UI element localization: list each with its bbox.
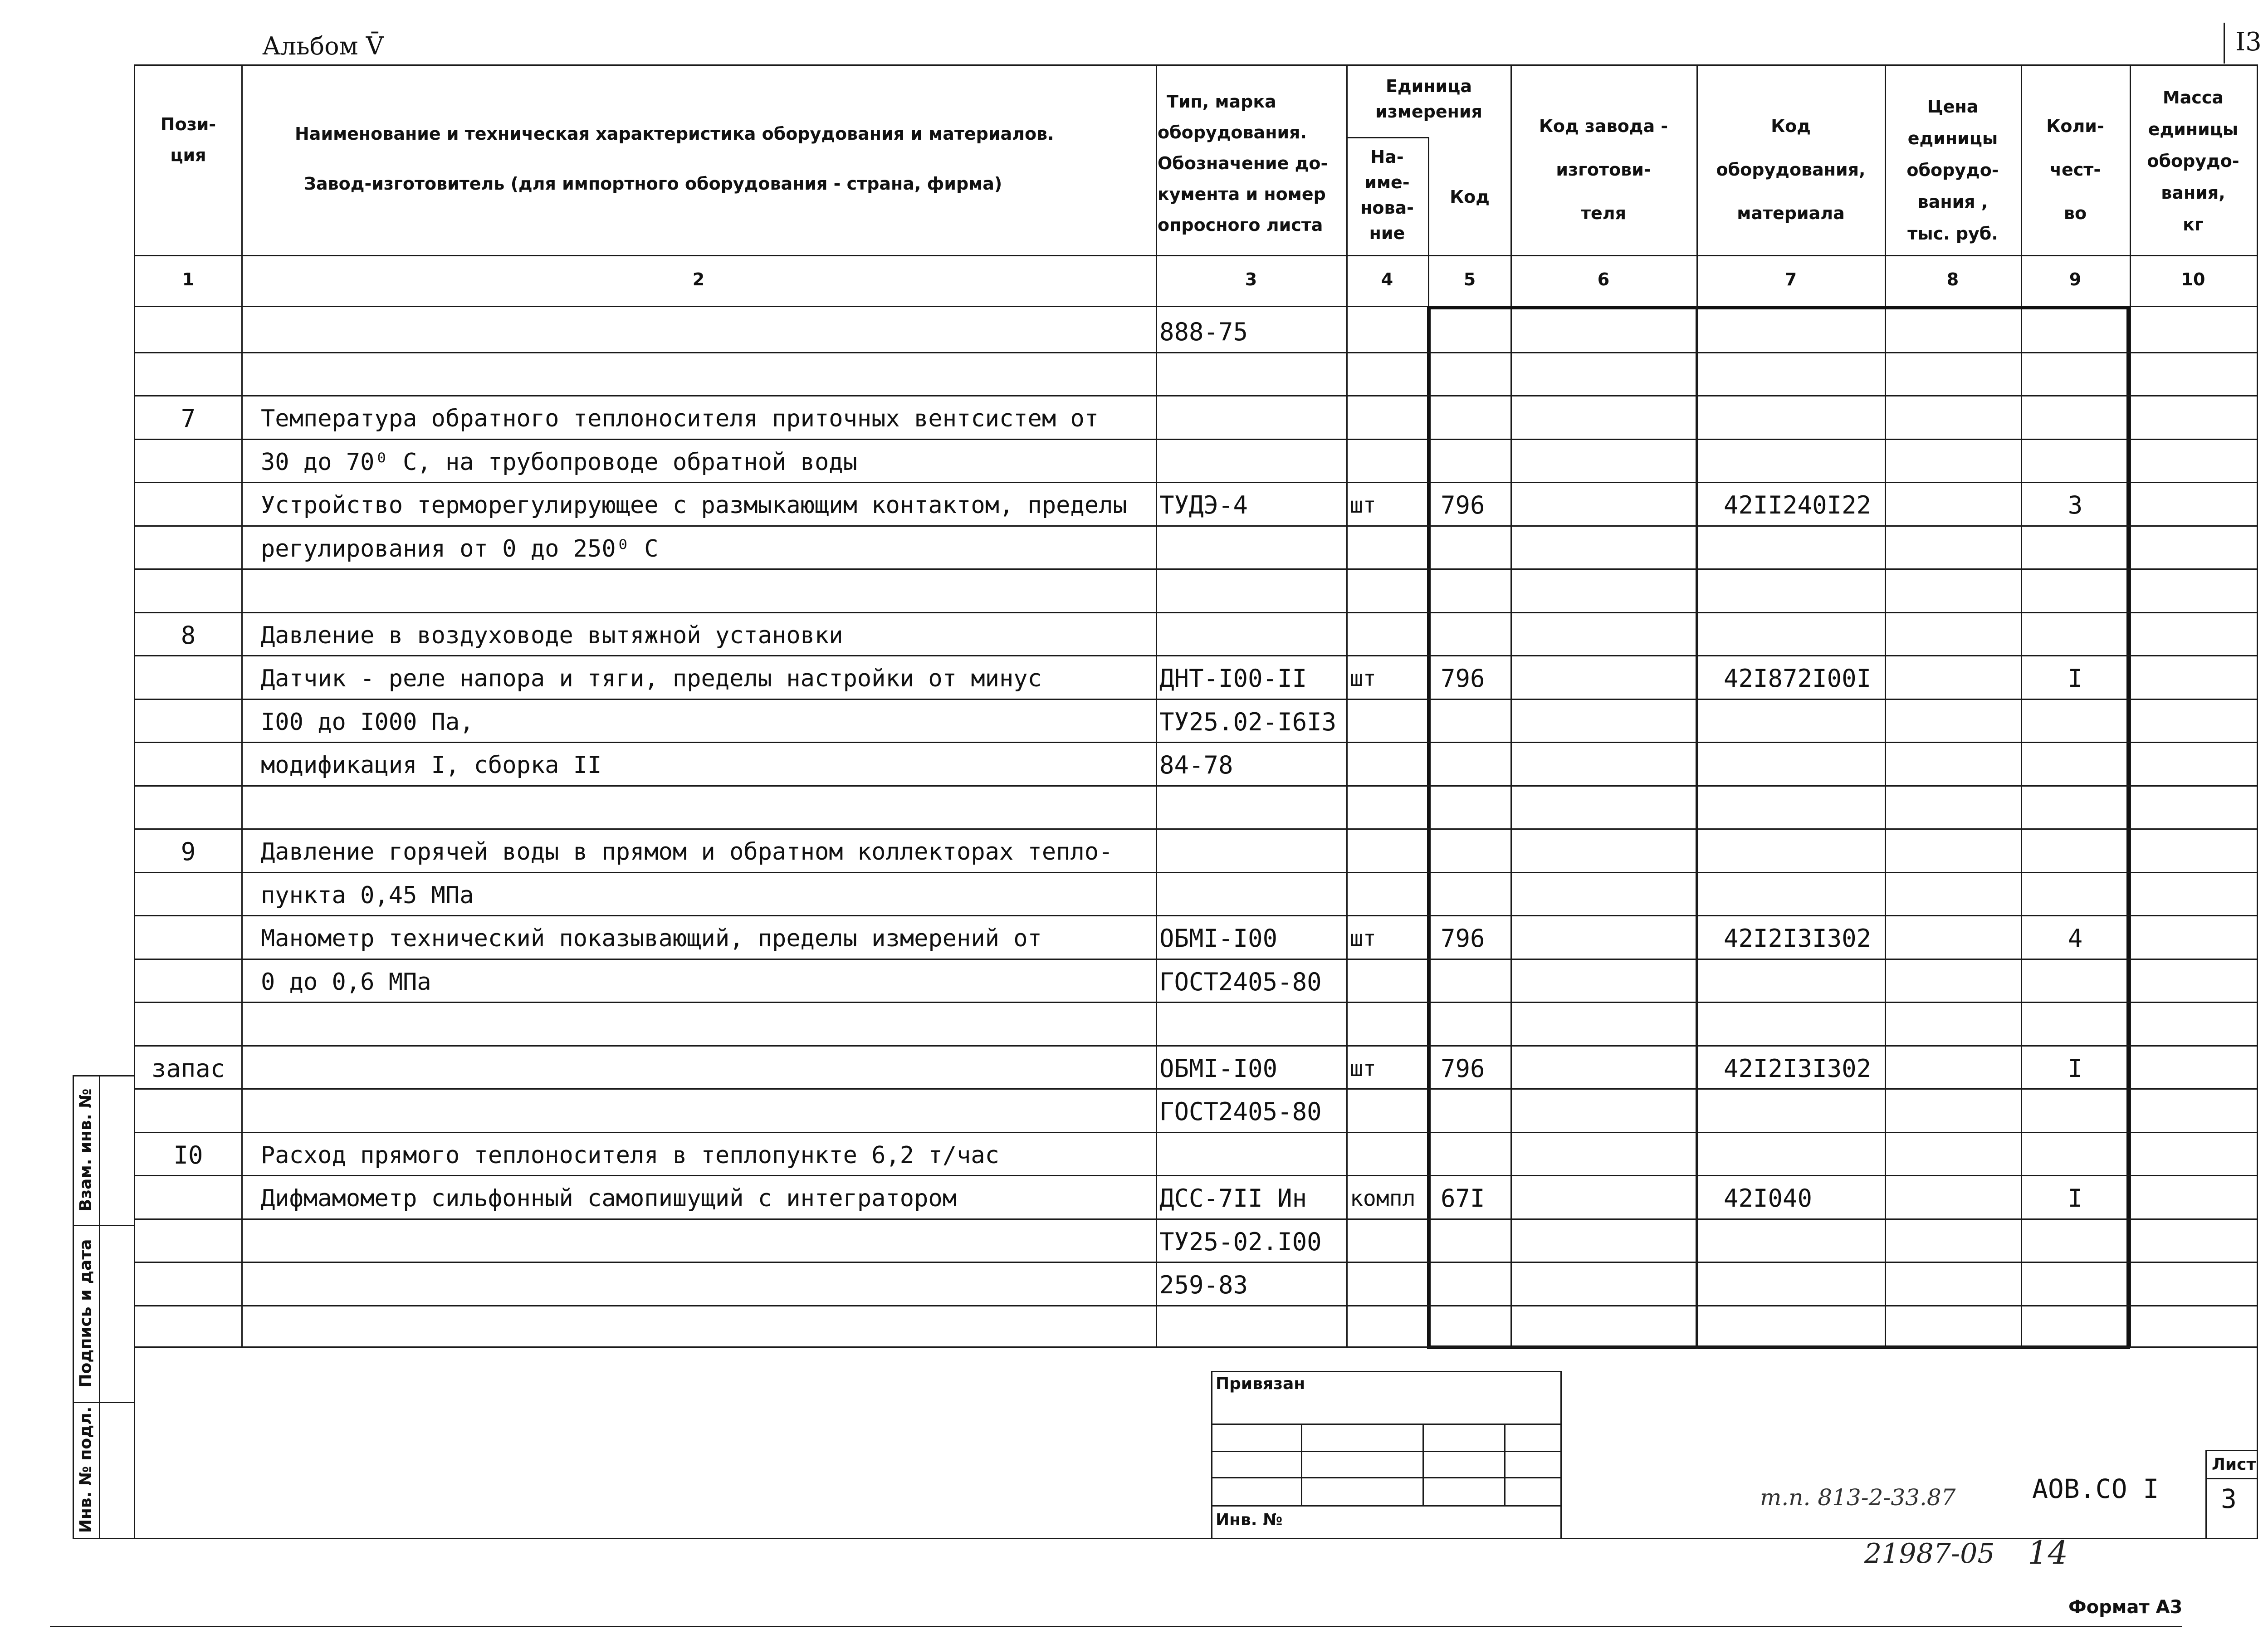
header-type: Тип, марка оборудования. Обозначение до- кумента и номер опросного листа — [1158, 92, 1328, 235]
row-1-type: 888-75 — [1159, 318, 1248, 346]
colnum-7: 7 — [1784, 269, 1797, 289]
row-18-qty: I — [2068, 1054, 2083, 1083]
format-label: Формат А3 — [2068, 1597, 2183, 1618]
row-11-name: модификация I, сборка II — [261, 752, 602, 779]
row-21-unit: компл — [1350, 1186, 1416, 1211]
side-signature-date: Подпись и дата — [76, 1239, 95, 1388]
row-9-code: 796 — [1441, 664, 1485, 693]
page-number: I3 — [2235, 27, 2262, 57]
header-unit: Единица измерения — [1375, 76, 1482, 122]
project-number: т.п. 813-2-33.87 — [1760, 1484, 1956, 1511]
colnum-10: 10 — [2181, 269, 2205, 289]
doc-code: АОВ.СО I — [2032, 1473, 2159, 1504]
row-21-code: 67I — [1441, 1184, 1485, 1213]
row-20-name: Расход прямого теплоносителя в теплопункте 6,2 т/час — [261, 1141, 999, 1169]
colnum-2: 2 — [692, 269, 705, 289]
page-number-divider — [2224, 23, 2225, 64]
row-9-equip: 42I872I00I — [1724, 664, 1872, 693]
header-mass: Масса единицы оборудо- вания, кг — [2147, 88, 2239, 235]
handwritten-number: 21987-05 — [1864, 1538, 1995, 1570]
row-5-type: ТУДЭ-4 — [1159, 491, 1248, 519]
row-10-type: ТУ25.02-I6I3 — [1159, 707, 1337, 736]
row-18-type: ОБМI-I00 — [1159, 1054, 1278, 1083]
row-19-type: ГОСТ2405-80 — [1159, 1097, 1322, 1126]
stamp-inv-no: Инв. № — [1216, 1511, 1283, 1529]
stamp-attached: Привязан — [1216, 1375, 1305, 1393]
row-15-code: 796 — [1441, 924, 1485, 953]
handwritten-page: 14 — [2028, 1534, 2068, 1571]
row-9-name: Датчик - реле напора и тяги, пределы настройки от минус — [261, 665, 1042, 692]
header-unit-code: Код — [1450, 187, 1490, 207]
row-5-name: Устройство терморегулирующее с размыкающим контактом, пределы — [261, 492, 1127, 519]
row-5-equip: 42II240I22 — [1724, 491, 1872, 519]
colnum-8: 8 — [1946, 269, 1959, 289]
row-21-qty: I — [2068, 1184, 2083, 1213]
row-21-equip: 42I040 — [1724, 1184, 1813, 1213]
row-14-name: пункта 0,45 МПа — [261, 881, 474, 909]
colnum-3: 3 — [1245, 269, 1257, 289]
row-13-pos: 9 — [181, 837, 196, 866]
row-3-pos: 7 — [181, 404, 196, 433]
row-8-pos: 8 — [181, 621, 196, 650]
row-10-name: I00 до I000 Па, — [261, 708, 474, 736]
album-label: Альбом V̄ — [262, 32, 384, 60]
colnum-5: 5 — [1463, 269, 1476, 289]
row-21-name: Дифмамометр сильфонный самопишущий с интегратором — [261, 1185, 957, 1212]
row-20-pos: I0 — [173, 1140, 203, 1169]
colnum-9: 9 — [2069, 269, 2082, 289]
row-16-type: ГОСТ2405-80 — [1159, 967, 1322, 996]
row-9-type: ДНТ-I00-II — [1159, 664, 1307, 693]
row-18-unit: шт — [1350, 1056, 1376, 1081]
row-5-unit: шт — [1350, 493, 1376, 518]
colnum-1: 1 — [182, 269, 195, 289]
row-5-code: 796 — [1441, 491, 1485, 519]
side-vzam: Взам. инв. № — [76, 1088, 95, 1212]
row-5-qty: 3 — [2068, 491, 2083, 519]
row-13-name: Давление горячей воды в прямом и обратном коллекторах тепло- — [261, 838, 1113, 866]
header-unit-name: На- име- нова- ние — [1360, 147, 1414, 243]
row-15-unit: шт — [1350, 926, 1376, 951]
row-23-type: 259-83 — [1159, 1271, 1248, 1299]
row-15-name: Манометр технический показывающий, пределы измерений от — [261, 925, 1042, 952]
row-16-name: 0 до 0,6 МПа — [261, 968, 431, 996]
sheet-label: Лист — [2212, 1455, 2256, 1474]
row-18-equip: 42I2I3I302 — [1724, 1054, 1872, 1083]
row-6-name: регулирования от 0 до 250⁰ С — [261, 535, 659, 563]
colnum-4: 4 — [1381, 269, 1393, 289]
row-9-unit: шт — [1350, 666, 1376, 691]
header-qty: Коли- чест- во — [2046, 116, 2104, 223]
row-15-qty: 4 — [2068, 924, 2083, 953]
row-8-name: Давление в воздуховоде вытяжной установки — [261, 621, 843, 649]
row-18-code: 796 — [1441, 1054, 1485, 1083]
row-9-qty: I — [2068, 664, 2083, 693]
header-name: Наименование и техническая характеристика оборудования и материалов. Завод-изготовитель (для импортного оборудования - страна, фирма) — [295, 124, 1054, 194]
sheet-number: 3 — [2221, 1483, 2237, 1514]
row-15-type: ОБМI-I00 — [1159, 924, 1278, 953]
row-22-type: ТУ25-02.I00 — [1159, 1227, 1322, 1256]
row-15-equip: 42I2I3I302 — [1724, 924, 1872, 953]
header-factory: Код завода - изготови- теля — [1539, 116, 1668, 223]
row-21-type: ДСС-7II Ин — [1159, 1184, 1307, 1213]
colnum-6: 6 — [1597, 269, 1610, 289]
row-3-name: Температура обратного теплоносителя приточных вентсистем от — [261, 405, 1099, 432]
side-inv-podl: Инв. № подл. — [76, 1406, 95, 1533]
row-18-pos: запас — [151, 1054, 225, 1083]
row-11-type: 84-78 — [1159, 751, 1233, 779]
header-pos: Пози- ция — [160, 114, 216, 165]
row-4-name: 30 до 70⁰ С, на трубопроводе обратной воды — [261, 448, 857, 476]
header-equip-code: Код оборудования, материала — [1716, 116, 1866, 223]
header-price: Цена единицы оборудо- вания , тыс. руб. — [1906, 97, 1999, 244]
